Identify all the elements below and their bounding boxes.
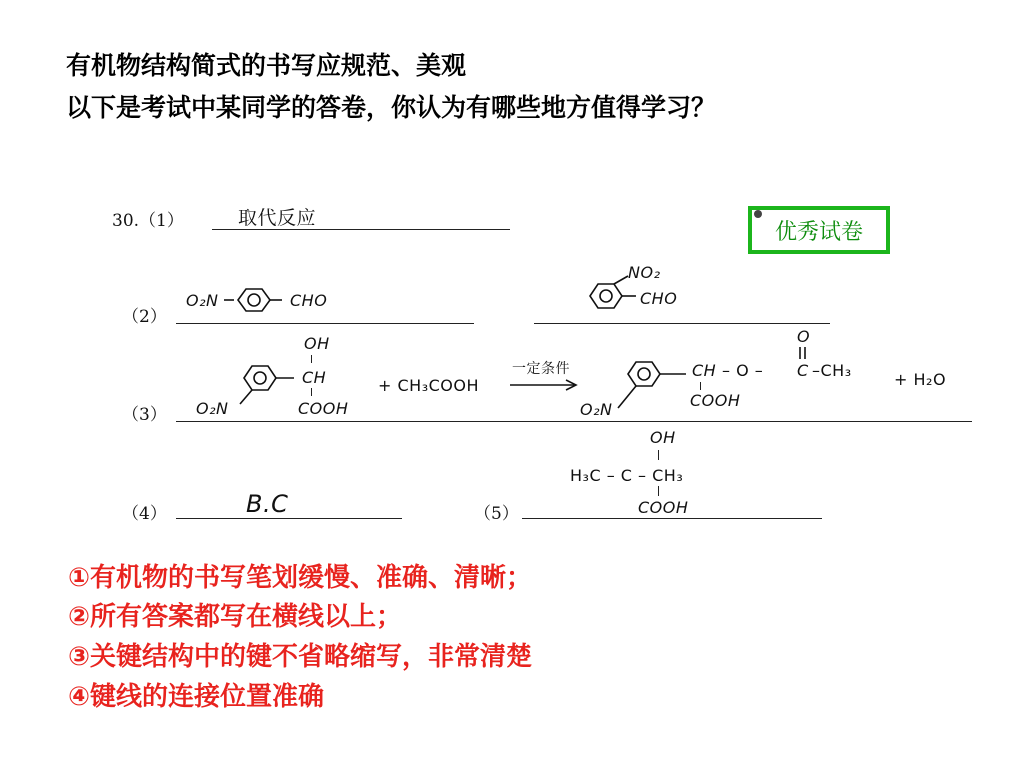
question-3-label: （3） <box>122 405 167 425</box>
q3-product-o2n: O₂N <box>580 400 613 419</box>
q5-cooh: COOH <box>638 498 689 517</box>
q3-reactant-oh-bond <box>311 355 312 363</box>
badge-dot-icon <box>754 210 762 218</box>
q2b-no2-text: NO₂ <box>628 263 661 282</box>
question-5-answer-line <box>522 518 822 519</box>
note-item-4: ④键线的连接位置准确 <box>68 682 325 712</box>
question-4-answer-line <box>176 518 402 519</box>
q5-oh: OH <box>650 428 676 447</box>
badge-label: 优秀试卷 <box>774 219 863 245</box>
question-4-answer: B.C <box>246 490 289 518</box>
q3-reactant-cooh: COOH <box>298 399 349 418</box>
q3-reactant-o2n: O₂N <box>196 399 229 418</box>
q5-oh-bond <box>658 450 659 460</box>
q3-product-cooh-bond <box>700 382 701 390</box>
q3-product-ester-o: – O – <box>722 361 764 380</box>
q3-product-carbonyl-double-bond <box>797 347 809 361</box>
q3-product-ch: CH <box>692 361 717 380</box>
question-4-label: （4） <box>122 504 167 524</box>
question-2-label: （2） <box>122 307 167 327</box>
q2-benzene-ring-icon <box>224 285 284 315</box>
q3-product-carbonyl-c: C <box>797 361 809 380</box>
q3-reaction-arrow-icon <box>508 378 580 392</box>
slide-title-line-2: 以下是考试中某同学的答卷，你认为有哪些地方值得学习？ <box>66 93 717 122</box>
question-1-answer-line <box>212 229 510 230</box>
q2b-benzene-ring-icon <box>586 276 646 312</box>
q5-main-chain: H₃C – C – CH₃ <box>570 466 684 485</box>
slide-title-line-1: 有机物结构简式的书写应规范、美观 <box>66 51 467 80</box>
question-3-answer-line <box>176 421 972 422</box>
q5-cooh-bond <box>658 486 659 496</box>
q3-product-ch3: –CH₃ <box>812 361 852 380</box>
q3-reactant-benzene-ring-icon <box>236 356 300 406</box>
question-5-label: （5） <box>474 504 519 524</box>
q3-product-cooh: COOH <box>690 391 741 410</box>
note-item-2: ②所有答案都写在横线以上； <box>68 602 403 632</box>
q3-arrow-condition: 一定条件 <box>512 361 570 377</box>
q3-product-carbonyl-o: O <box>797 327 811 346</box>
q3-reactant-oh: OH <box>304 334 330 353</box>
q2-o2n-text: O₂N <box>186 291 219 310</box>
q3-plus-water: + H₂O <box>894 370 947 389</box>
q3-product-benzene-ring-icon <box>612 352 692 412</box>
q3-reactant-cooh-bond <box>311 388 312 396</box>
q3-plus-acetic-acid: + CH₃COOH <box>378 376 479 395</box>
question-2-answer-line-1 <box>176 323 474 324</box>
note-item-1: ①有机物的书写笔划缓慢、准确、清晰； <box>68 563 533 593</box>
q3-reactant-ch: CH <box>302 368 327 387</box>
note-item-3: ③关键结构中的键不省略缩写，非常清楚 <box>68 642 533 672</box>
excellent-paper-badge <box>748 206 890 254</box>
q2-cho-text: CHO <box>290 291 328 310</box>
question-1-label: 30.（1） <box>112 211 184 231</box>
question-2-answer-line-2 <box>534 323 830 324</box>
q2b-cho-text: CHO <box>640 289 678 308</box>
question-1-answer: 取代反应 <box>238 207 317 229</box>
